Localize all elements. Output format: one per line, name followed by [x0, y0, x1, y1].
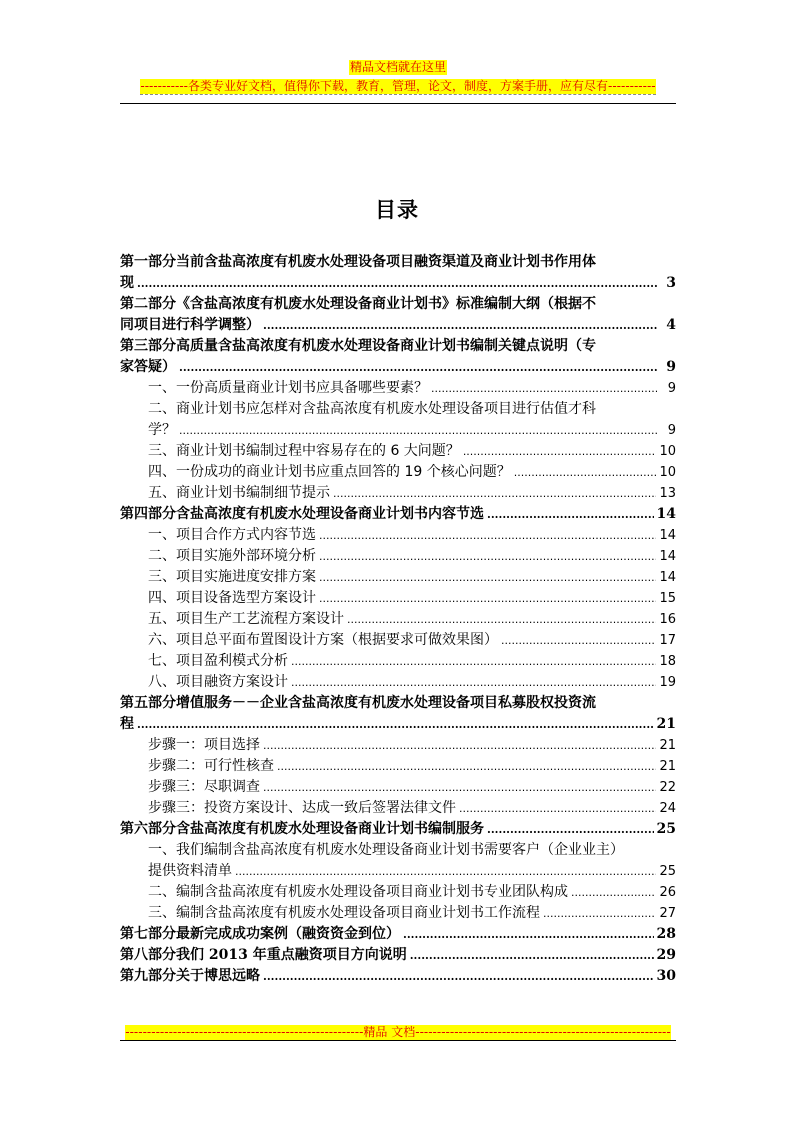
page-number: 10 [659, 444, 676, 459]
page-number: 29 [656, 947, 676, 963]
page-number: 4 [666, 317, 676, 333]
page-number: 9 [667, 423, 676, 438]
page-number: 18 [659, 654, 676, 669]
toc-entry-part7[interactable]: 第七部分最新完成成功案例（融资资金到位） ..... 28 [120, 924, 676, 945]
page-number: 13 [659, 486, 676, 501]
toc-entry-4-1[interactable]: 一、项目合作方式内容节选 ..... 14 [120, 525, 676, 546]
page-number: 21 [656, 716, 676, 732]
page-number: 21 [659, 738, 676, 753]
toc-entry-6-3[interactable]: 三、编制含盐高浓度有机废水处理设备项目商业计划书工作流程 ..... 27 [120, 903, 676, 924]
page-number: 28 [656, 926, 676, 942]
page-header [120, 56, 676, 94]
toc-entry-6-2[interactable]: 二、编制含盐高浓度有机废水处理设备项目商业计划书专业团队构成 ..... 26 [120, 882, 676, 903]
page-number: 19 [659, 675, 676, 690]
toc-entry-3-2[interactable]: 学？ ..... 9 [120, 420, 676, 441]
toc-entry-part5[interactable]: 程 ..... 21 [120, 714, 676, 735]
page-number: 9 [666, 359, 676, 375]
header-title: 精品文档就在这里 [349, 60, 446, 74]
toc-entry-3-2-line1[interactable]: 二、商业计划书应怎样对含盐高浓度有机废水处理设备项目进行估值才科 [148, 401, 596, 417]
page-number: 22 [659, 780, 676, 795]
toc-entry-part9[interactable]: 第九部分关于博思远略 ..... 30 [120, 966, 676, 987]
toc-entry-part6[interactable]: 第六部分含盐高浓度有机废水处理设备商业计划书编制服务 ..... 25 [120, 819, 676, 840]
toc-entry-4-5[interactable]: 五、项目生产工艺流程方案设计 ..... 16 [120, 609, 676, 630]
toc-entry-4-7[interactable]: 七、项目盈利模式分析 ..... 18 [120, 651, 676, 672]
toc-entry-6-1[interactable]: 提供资料清单 ..... 25 [120, 861, 676, 882]
header-tagline: -----------各类专业好文档，值得你下载，教育，管理，论文，制度，方案手册，应有尽有----------- [140, 79, 656, 93]
page-number: 14 [656, 506, 676, 522]
table-of-contents [120, 252, 676, 987]
toc-entry-4-6[interactable]: 六、项目总平面布置图设计方案（根据要求可做效果图） ..... 17 [120, 630, 676, 651]
toc-entry-4-3[interactable]: 三、项目实施进度安排方案 ..... 14 [120, 567, 676, 588]
toc-entry-4-8[interactable]: 八、项目融资方案设计 ..... 19 [120, 672, 676, 693]
toc-entry-part2-line1[interactable]: 第二部分《含盐高浓度有机废水处理设备商业计划书》标准编制大纲（根据不 [120, 296, 596, 312]
toc-entry-part2[interactable]: 同项目进行科学调整） ..... 4 [120, 315, 676, 336]
page-number: 21 [659, 759, 676, 774]
toc-entry-3-3[interactable]: 三、商业计划书编制过程中容易存在的 6 大问题？ ..... 10 [120, 441, 676, 462]
page-number: 24 [659, 801, 676, 816]
toc-entry-4-4[interactable]: 四、项目设备选型方案设计 ..... 15 [120, 588, 676, 609]
page-number: 10 [659, 465, 676, 480]
toc-entry-part8[interactable]: 第八部分我们 2013 年重点融资项目方向说明 ..... 29 [120, 945, 676, 966]
toc-entry-part3-line1[interactable]: 第三部分高质量含盐高浓度有机废水处理设备商业计划书编制关键点说明（专 [120, 338, 596, 354]
toc-entry-3-1[interactable]: 一、一份高质量商业计划书应具备哪些要素？ ..... 9 [120, 378, 676, 399]
toc-entry-5-1[interactable]: 步骤一：项目选择 ..... 21 [120, 735, 676, 756]
toc-entry-5-4[interactable]: 步骤三：投资方案设计、达成一致后签署法律文件 ..... 24 [120, 798, 676, 819]
toc-entry-4-2[interactable]: 二、项目实施外部环境分析 ..... 14 [120, 546, 676, 567]
toc-title: 目录 [375, 197, 419, 222]
footer-divider [120, 1040, 676, 1041]
toc-entry-6-1-line1[interactable]: 一、我们编制含盐高浓度有机废水处理设备商业计划书需要客户（企业业主） [148, 842, 624, 858]
toc-entry-part3[interactable]: 家答疑） ..... 9 [120, 357, 676, 378]
toc-entry-part1-line1[interactable]: 第一部分当前含盐高浓度有机废水处理设备项目融资渠道及商业计划书作用体 [120, 254, 596, 270]
page-number: 9 [667, 381, 676, 396]
page-number: 15 [659, 591, 676, 606]
page-number: 14 [659, 549, 676, 564]
toc-entry-part5-line1[interactable]: 第五部分增值服务－－企业含盐高浓度有机废水处理设备项目私募股权投资流 [120, 695, 596, 711]
toc-entry-part4[interactable]: 第四部分含盐高浓度有机废水处理设备商业计划书内容节选 ..... 14 [120, 504, 676, 525]
page-number: 25 [659, 864, 676, 879]
page-number: 3 [666, 275, 676, 291]
page-number: 14 [659, 528, 676, 543]
toc-entry-part1[interactable]: 现 ..... 3 [120, 273, 676, 294]
page-number: 26 [659, 885, 676, 900]
header-dashed-divider [140, 94, 656, 95]
toc-entry-3-4[interactable]: 四、一份成功的商业计划书应重点回答的 19 个核心问题？ ..... 10 [120, 462, 676, 483]
toc-entry-5-2[interactable]: 步骤二：可行性核查 ..... 21 [120, 756, 676, 777]
toc-entry-3-5[interactable]: 五、商业计划书编制细节提示 ..... 13 [120, 483, 676, 504]
page-number: 14 [659, 570, 676, 585]
page-number: 27 [659, 906, 676, 921]
page-footer [120, 1021, 676, 1040]
page-number: 25 [656, 821, 676, 837]
page-number: 30 [656, 968, 676, 984]
page-number: 17 [659, 633, 676, 648]
header-divider [120, 103, 676, 104]
toc-entry-5-3[interactable]: 步骤三：尽职调查 ..... 22 [120, 777, 676, 798]
footer-text: -------------------------------------------------------精品 文档----------------------------------------------------------- [125, 1025, 671, 1039]
page-number: 16 [659, 612, 676, 627]
